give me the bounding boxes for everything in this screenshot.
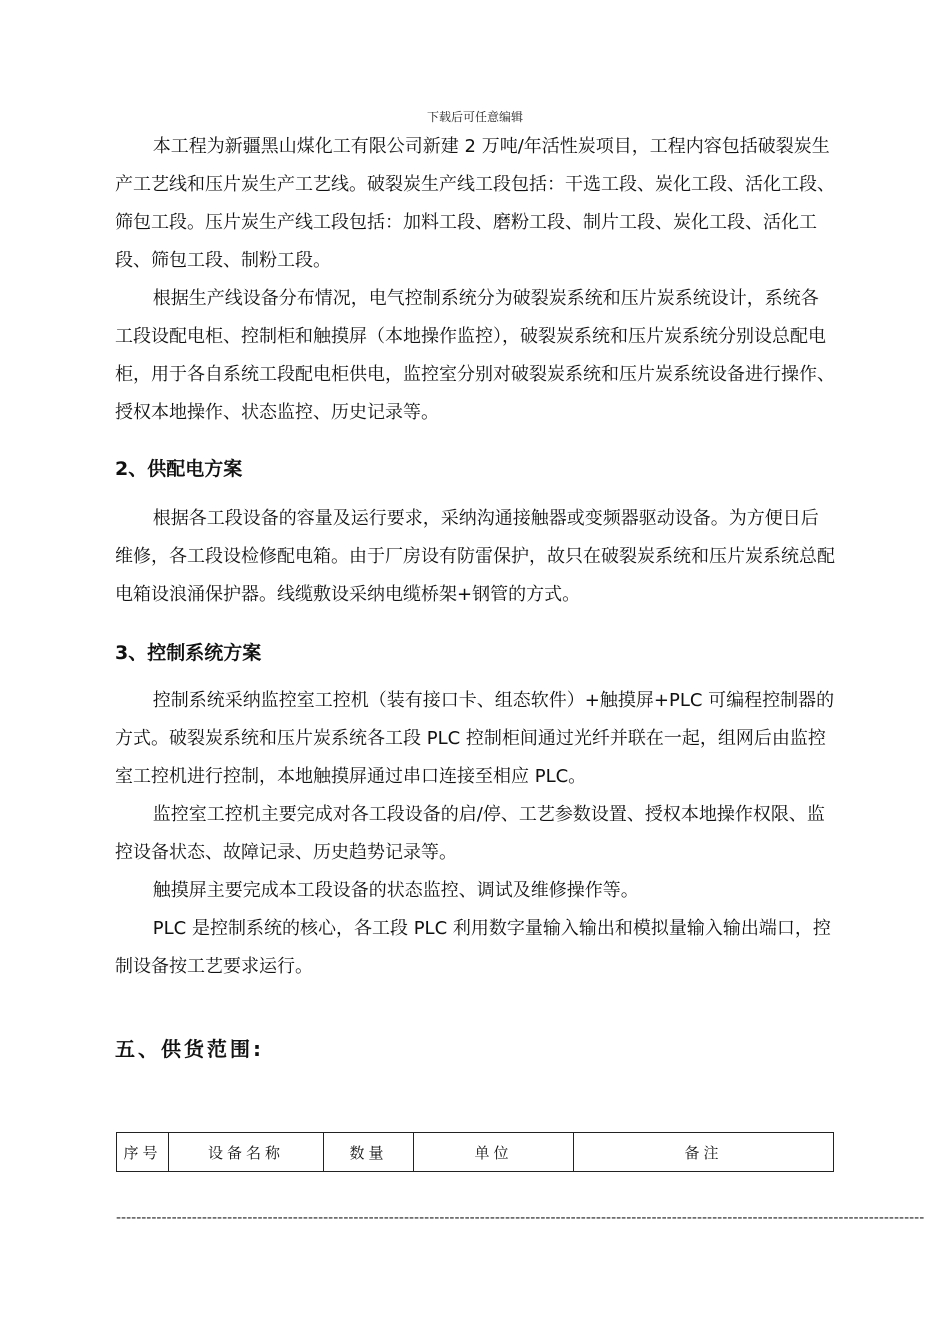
- intro-paragraph-1: 本工程为新疆黑山煤化工有限公司新建 2 万吨/年活性炭项目，工程内容包括破裂炭生产工艺线和压片炭生产工艺线。破裂炭生产线工段包括：干选工段、炭化工段、活化工段、筛包工段。压片炭生产线工段包括：加料工段、磨粉工段、制片工段、炭化工段、活化工段、筛包工段、制粉工段。: [115, 136, 835, 271]
- section-3-heading: 3、控制系统方案: [115, 642, 262, 664]
- table-header-row: [117, 1133, 834, 1172]
- intro-paragraph-2: 根据生产线设备分布情况，电气控制系统分为破裂炭系统和压片炭系统设计，系统各工段设配电柜、控制柜和触摸屏（本地操作监控），破裂炭系统和压片炭系统分别设总配电柜，用于各自系统工段配电柜供电，监控室分别对破裂炭系统和压片炭系统设备进行操作、授权本地操作、状态监控、历史记录等。: [115, 288, 835, 423]
- section-5-heading: 五、供货范围:: [115, 1037, 264, 1061]
- section-3-paragraph-2: 监控室工控机主要完成对各工段设备的启/停、工艺参数设置、授权本地操作权限、监控设备状态、故障记录、历史趋势记录等。: [115, 804, 825, 863]
- col-header-remarks: 备注: [574, 1133, 834, 1172]
- page-break-dashes: ----------------------------------------------------------------------------------------------------------------------------------------------------------------: [116, 1210, 925, 1226]
- col-header-equipment-name: 设备名称: [169, 1133, 324, 1172]
- section-2-paragraph: 根据各工段设备的容量及运行要求，采纳沟通接触器或变频器驱动设备。为方便日后维修，各工段设检修配电箱。由于厂房设有防雷保护，故只在破裂炭系统和压片炭系统总配电箱设浪涌保护器。线缆敷设采纳电缆桥架+钢管的方式。: [115, 508, 835, 605]
- col-header-quantity: 数量: [324, 1133, 414, 1172]
- col-header-unit: 单位: [414, 1133, 574, 1172]
- supply-scope-table: [116, 1132, 834, 1172]
- document-body: [115, 128, 835, 1064]
- header-note: 下载后可任意编辑: [426, 110, 523, 124]
- section-3-paragraph-1: 控制系统采纳监控室工控机（装有接口卡、组态软件）+触摸屏+PLC 可编程控制器的方式。破裂炭系统和压片炭系统各工段 PLC 控制柜间通过光纤并联在一起，组网后由监控室工控机进行控制，本地触摸屏通过串口连接至相应 PLC。: [115, 690, 835, 787]
- col-header-index: 序号: [117, 1133, 169, 1172]
- section-3-paragraph-3: 触摸屏主要完成本工段设备的状态监控、调试及维修操作等。: [152, 880, 639, 901]
- section-3-paragraph-4: PLC 是控制系统的核心，各工段 PLC 利用数字量输入输出和模拟量输入输出端口，控制设备按工艺要求运行。: [115, 918, 831, 977]
- section-2-heading: 2、供配电方案: [115, 458, 243, 480]
